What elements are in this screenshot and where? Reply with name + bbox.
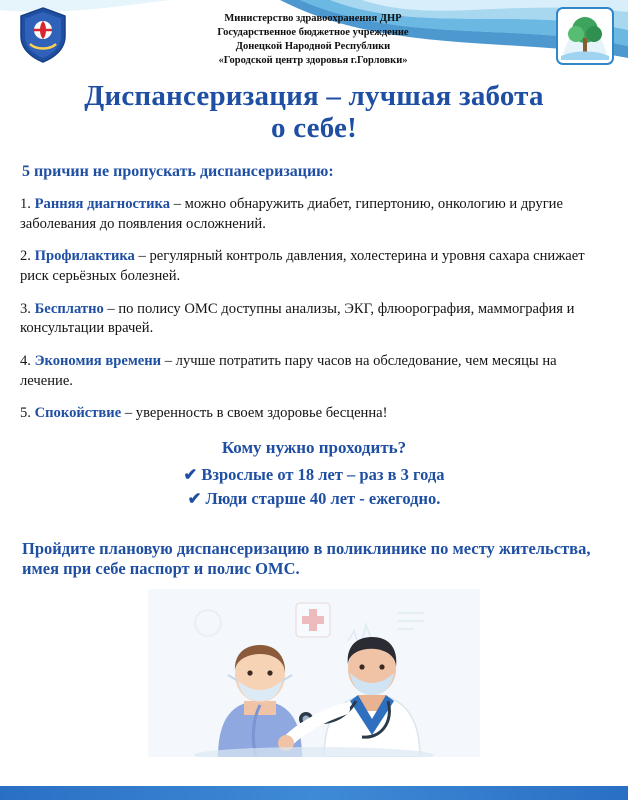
org-line-1: Министерство здравоохранения ДНР <box>224 13 402 24</box>
check-icon: ✔ <box>183 465 198 485</box>
reason-number: 3. <box>20 300 31 317</box>
bottom-accent-bar <box>0 786 628 800</box>
state-emblem-icon <box>12 6 74 64</box>
reasons-subtitle: 5 причин не пропускать диспансеризацию: <box>22 162 334 180</box>
who-should-attend-block <box>0 438 628 511</box>
call-to-action-text: Пройдите плановую диспансеризацию в поликлинике по месту жительства, имея при себе паспорт и полис ОМС. <box>22 538 591 579</box>
reason-lead: Экономия времени <box>34 353 162 370</box>
reason-number: 5. <box>20 405 31 422</box>
list-item <box>20 352 610 391</box>
list-item <box>20 300 610 339</box>
page-title <box>0 80 628 145</box>
reason-number: 2. <box>20 248 31 265</box>
org-line-2: Государственное бюджетное учреждение <box>217 26 409 38</box>
who-title: Кому нужно проходить? <box>221 438 407 458</box>
reason-lead: Профилактика <box>34 248 135 265</box>
who-item <box>0 487 628 511</box>
list-item <box>20 195 610 234</box>
who-item-label: Взрослые от 18 лет – раз в 3 года <box>201 465 445 485</box>
reason-text: – регулярный контроль давления, холестерина и уровня сахара снижает риск серьёзных болезней. <box>20 248 585 284</box>
reasons-list <box>20 195 610 424</box>
list-item <box>20 247 610 286</box>
doctor-and-patient-illustration <box>148 589 480 757</box>
page-header <box>0 0 628 72</box>
page-title-line1: Диспансеризация – лучшая забота <box>84 80 544 112</box>
reason-lead: Ранняя диагностика <box>34 195 171 212</box>
check-icon: ✔ <box>187 489 202 509</box>
illustration-container <box>0 589 628 757</box>
org-line-4: «Городской центр здоровья г.Горловки» <box>218 54 408 66</box>
reason-lead: Спокойствие <box>34 405 122 422</box>
reason-number: 4. <box>20 353 31 370</box>
reason-text: – лучше потратить пару часов на обследование, чем месяцы на лечение. <box>20 353 557 389</box>
reason-text: – уверенность в своем здоровье бесценна! <box>121 405 388 422</box>
reason-text: – по полису ОМС доступны анализы, ЭКГ, флюорография, маммография и консультации врачей. <box>20 300 575 337</box>
health-center-tree-logo-icon <box>552 6 618 66</box>
reason-text: – можно обнаружить диабет, гипертонию, онкологию и другие заболевания до появления осложнений. <box>20 195 563 232</box>
list-item <box>20 404 610 424</box>
org-line-3: Донецкой Народной Республики <box>235 40 391 52</box>
organization-titles <box>74 6 552 67</box>
who-item-label: Люди старше 40 лет - ежегодно. <box>205 489 441 509</box>
reason-lead: Бесплатно <box>34 300 104 317</box>
page-title-line2: о себе! <box>271 112 357 145</box>
who-item <box>0 463 628 487</box>
reason-number: 1. <box>20 195 31 212</box>
